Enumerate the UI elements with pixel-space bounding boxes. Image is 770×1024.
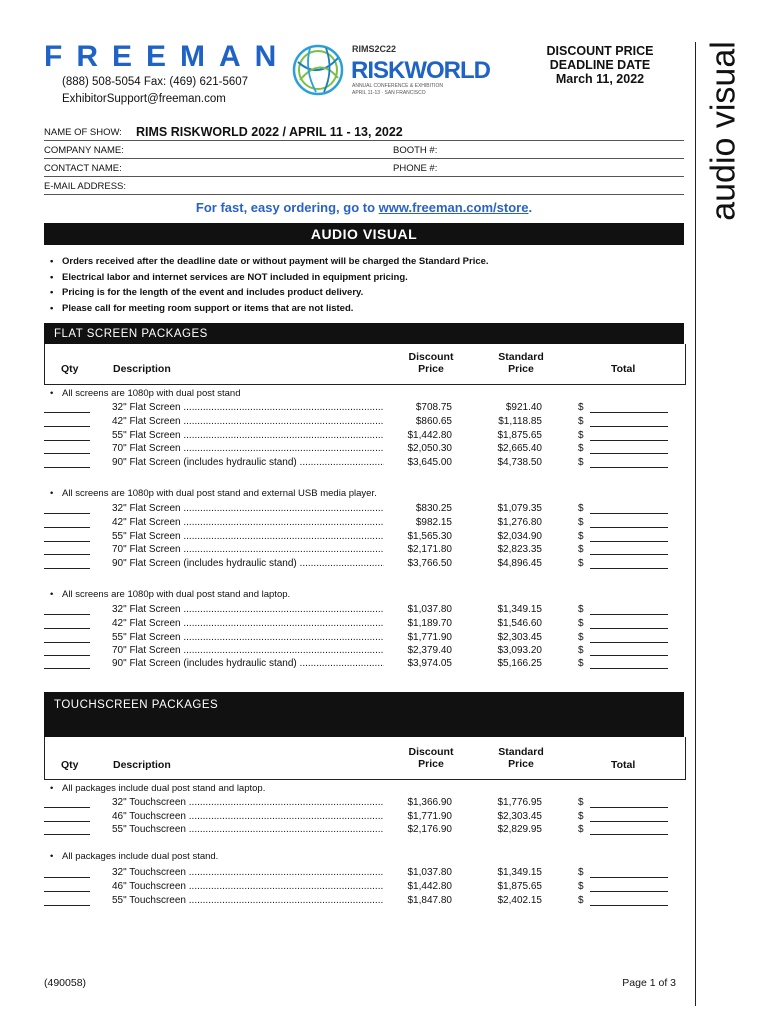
standard-price: $1,875.65 [497,430,542,441]
dollar-sign: $ [578,881,584,892]
table-row [44,502,684,515]
standard-price: $1,118.85 [498,416,542,427]
col-qty: Qty [61,759,79,771]
qty-input[interactable] [44,453,90,454]
discount-price: $1,565.30 [384,530,452,543]
note-item: • Orders received after the deadline date or without payment will be charged the Standard Price. [50,254,489,270]
table-row [44,823,684,836]
qty-input[interactable] [44,614,90,615]
dollar-sign: $ [578,824,584,835]
table-row [44,442,684,455]
item-description: 70" Flat Screen ..... [112,442,452,455]
item-description: 55" Touchscreen ..... [112,823,452,836]
standard-price: $1,349.15 [497,867,542,878]
dollar-sign: $ [578,558,584,569]
dollar-sign: $ [578,517,584,528]
discount-price: $3,645.00 [384,456,452,469]
note-item: • Please call for meeting room support or items that are not listed. [50,301,489,317]
item-description: 32" Flat Screen ..... [112,502,452,515]
discount-price: $2,176.90 [384,823,452,836]
col-qty: Qty [61,363,79,375]
group-heading: • All packages include dual post stand and laptop. [50,783,265,794]
qty-input[interactable] [44,628,90,629]
globe-icon [294,46,342,94]
note-item: • Pricing is for the length of the event and includes product delivery. [50,285,489,301]
table-row [44,894,684,907]
discount-price: $1,847.80 [384,894,452,907]
dollar-sign: $ [578,443,584,454]
side-title [694,41,754,221]
discount-price: $830.25 [384,502,452,515]
col-discount-line-1: Discount [408,351,454,363]
deadline-line-2: DEADLINE DATE [549,58,651,72]
col-total: Total [611,759,636,771]
col-description: Description [113,363,171,375]
dollar-sign: $ [578,632,584,643]
standard-price: $4,896.45 [497,558,542,569]
discount-price: $1,442.80 [384,880,452,893]
col-standard [481,746,561,770]
standard-price: $1,079.35 [497,503,542,514]
discount-price: $3,974.05 [384,657,452,670]
standard-price: $921.40 [505,402,542,413]
standard-price: $1,276.80 [497,517,542,528]
phone-label: PHONE #: [393,163,438,174]
qty-input[interactable] [44,905,90,906]
standard-price: $2,829.95 [497,824,542,835]
col-standard-line-1: Standard [498,351,544,363]
qty-input[interactable] [44,541,90,542]
table-row [44,880,684,893]
field-rule [44,194,684,195]
total-input[interactable] [590,513,668,514]
qty-input[interactable] [44,527,90,528]
phone-field[interactable] [440,158,684,175]
total-input[interactable] [590,614,668,615]
contact-phone-fax: (888) 508-5054 Fax: (469) 621-5607 [62,76,249,88]
table-row [44,644,684,657]
discount-price: $860.65 [384,415,452,428]
booth-field[interactable] [440,140,684,157]
standard-price: $1,875.65 [497,881,542,892]
total-input[interactable] [590,877,668,878]
table-row [44,429,684,442]
deadline-date: March 11, 2022 [555,72,645,86]
col-discount [391,746,471,770]
qty-input[interactable] [44,834,90,835]
total-input[interactable] [590,467,668,468]
table-row [44,866,684,879]
riskworld-logo-text: RISKWORLD [351,57,490,84]
item-description: 90" Flat Screen (includes hydraulic stand) ..... [112,657,452,670]
group-heading: • All packages include dual post stand. [50,851,218,862]
rims-logo-text: RIMS2C22 [352,44,397,54]
item-description: 46" Touchscreen ..... [112,810,452,823]
total-input[interactable] [590,668,668,669]
item-description: 70" Flat Screen ..... [112,644,452,657]
qty-input[interactable] [44,642,90,643]
discount-price: $1,037.80 [384,603,452,616]
table-row [44,401,684,414]
discount-price: $1,442.80 [384,429,452,442]
dollar-sign: $ [578,416,584,427]
dollar-sign: $ [578,867,584,878]
item-description: 32" Flat Screen ..... [112,603,452,616]
table-row [44,530,684,543]
item-description: 42" Flat Screen ..... [112,617,452,630]
qty-input[interactable] [44,554,90,555]
ordering-suffix: . [528,200,533,215]
col-discount-line-2: Price [418,363,444,375]
qty-input[interactable] [44,412,90,413]
col-standard-line-2: Price [508,758,534,770]
standard-price: $2,303.45 [497,632,542,643]
standard-price: $1,349.15 [497,604,542,615]
total-input[interactable] [590,412,668,413]
dollar-sign: $ [578,544,584,555]
standard-price: $2,823.35 [497,544,542,555]
discount-price: $2,379.40 [384,644,452,657]
dollar-sign: $ [578,531,584,542]
item-description: 32" Touchscreen ..... [112,866,452,879]
email-label: E-MAIL ADDRESS: [44,181,127,192]
ordering-prefix: For fast, easy ordering, go to [195,200,379,215]
total-input[interactable] [590,440,668,441]
discount-price: $3,766.50 [384,557,452,570]
touchscreen-title: TOUCHSCREEN PACKAGES [54,699,219,711]
qty-input[interactable] [44,877,90,878]
total-input[interactable] [590,541,668,542]
dollar-sign: $ [578,604,584,615]
item-description: 90" Flat Screen (includes hydraulic stand) ..... [112,456,452,469]
col-total: Total [611,363,636,375]
riskworld-subtext-2: APRIL 11-13 · SAN FRANCISCO [352,90,426,96]
store-link[interactable]: www.freeman.com/store [378,200,529,215]
dollar-sign: $ [578,658,584,669]
qty-input[interactable] [44,807,90,808]
qty-input[interactable] [44,426,90,427]
dollar-sign: $ [578,430,584,441]
total-input[interactable] [590,821,668,822]
total-input[interactable] [590,905,668,906]
total-input[interactable] [590,834,668,835]
riskworld-subtext-1: ANNUAL CONFERENCE & EXHIBITION [352,83,443,89]
dollar-sign: $ [578,895,584,906]
touchscreen-column-header [44,737,686,780]
table-row [44,456,684,469]
item-description: 32" Touchscreen ..... [112,796,452,809]
total-input[interactable] [590,807,668,808]
total-input[interactable] [590,527,668,528]
item-description: 55" Flat Screen ..... [112,631,452,644]
form-number: (490058) [44,977,87,989]
discount-price: $708.75 [384,401,452,414]
qty-input[interactable] [44,891,90,892]
contact-name-label: CONTACT NAME: [44,163,122,174]
note-item: • Electrical labor and internet services are NOT included in equipment pricing. [50,270,489,286]
table-row [44,810,684,823]
table-row [44,557,684,570]
item-description: 32" Flat Screen ..... [112,401,452,414]
dollar-sign: $ [578,457,584,468]
total-input[interactable] [590,453,668,454]
total-input[interactable] [590,891,668,892]
total-input[interactable] [590,642,668,643]
item-description: 70" Flat Screen ..... [112,543,452,556]
standard-price: $5,166.25 [497,658,542,669]
total-input[interactable] [590,568,668,569]
ordering-line [44,200,684,215]
total-input[interactable] [590,554,668,555]
col-discount-line-1: Discount [408,746,454,758]
dollar-sign: $ [578,402,584,413]
discount-price: $2,050.30 [384,442,452,455]
item-description: 90" Flat Screen (includes hydraulic stand) ..... [112,557,452,570]
dollar-sign: $ [578,503,584,514]
standard-price: $4,738.50 [497,457,542,468]
standard-price: $2,303.45 [497,811,542,822]
flat-screen-title: FLAT SCREEN PACKAGES [54,328,208,340]
side-title-text: audio visual [704,41,743,221]
standard-price: $1,776.95 [497,797,542,808]
item-description: 42" Flat Screen ..... [112,415,452,428]
contact-email: ExhibitorSupport@freeman.com [62,93,226,105]
section-title-bar: AUDIO VISUAL [44,223,684,245]
flat-screen-column-header [44,344,686,385]
item-description: 42" Flat Screen ..... [112,516,452,529]
contact-name-field[interactable] [140,158,390,175]
dollar-sign: $ [578,645,584,656]
col-standard-line-2: Price [508,363,534,375]
riskworld-logo [290,40,500,100]
show-name-label: NAME OF SHOW: [44,127,122,138]
qty-input[interactable] [44,467,90,468]
qty-input[interactable] [44,513,90,514]
discount-price: $982.15 [384,516,452,529]
item-description: 55" Touchscreen ..... [112,894,452,907]
table-row [44,617,684,630]
qty-input[interactable] [44,568,90,569]
standard-price: $1,546.60 [497,618,542,629]
total-input[interactable] [590,628,668,629]
table-row [44,603,684,616]
deadline-box [520,44,680,86]
discount-price: $1,771.90 [384,631,452,644]
table-row [44,543,684,556]
discount-price: $1,771.90 [384,810,452,823]
qty-input[interactable] [44,655,90,656]
company-name-label: COMPANY NAME: [44,145,124,156]
col-description: Description [113,759,171,771]
group-heading: • All screens are 1080p with dual post stand [50,388,241,399]
email-field[interactable] [140,176,684,193]
deadline-line-1: DISCOUNT PRICE [546,44,654,58]
col-discount-line-2: Price [418,758,444,770]
discount-price: $1,366.90 [384,796,452,809]
table-row [44,516,684,529]
booth-label: BOOTH #: [393,145,438,156]
col-standard-line-1: Standard [498,746,544,758]
show-name-value: RIMS RISKWORLD 2022 / APRIL 11 - 13, 2022 [136,125,403,139]
group-heading: • All screens are 1080p with dual post stand and laptop. [50,589,290,600]
qty-input[interactable] [44,440,90,441]
total-input[interactable] [590,426,668,427]
qty-input[interactable] [44,821,90,822]
item-description: 46" Touchscreen ..... [112,880,452,893]
page-number: Page 1 of 3 [622,977,676,989]
standard-price: $3,093.20 [497,645,542,656]
table-row [44,415,684,428]
dollar-sign: $ [578,797,584,808]
discount-price: $1,037.80 [384,866,452,879]
total-input[interactable] [590,655,668,656]
qty-input[interactable] [44,668,90,669]
table-row [44,631,684,644]
discount-price: $2,171.80 [384,543,452,556]
standard-price: $2,034.90 [497,531,542,542]
company-name-field[interactable] [140,140,390,157]
standard-price: $2,665.40 [497,443,542,454]
discount-price: $1,189.70 [384,617,452,630]
standard-price: $2,402.15 [497,895,542,906]
dollar-sign: $ [578,618,584,629]
col-standard [481,351,561,375]
table-row [44,796,684,809]
col-discount [391,351,471,375]
dollar-sign: $ [578,811,584,822]
item-description: 55" Flat Screen ..... [112,429,452,442]
table-row [44,657,684,670]
item-description: 55" Flat Screen ..... [112,530,452,543]
group-heading: • All screens are 1080p with dual post stand and external USB media player. [50,488,377,499]
notes-list [50,254,489,316]
freeman-logo: FREEMAN [44,40,291,73]
